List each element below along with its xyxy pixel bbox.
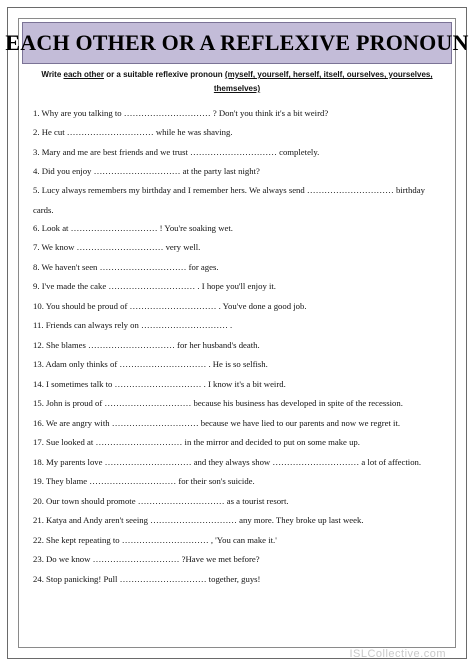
exercise-item-5-line2: cards.	[33, 205, 54, 215]
exercise-item-1: 1. Why are you talking to ………………………… ? Don't you think it's a bit weird?	[33, 107, 329, 118]
instructions-each-other: each other	[63, 70, 104, 79]
exercise-item-6: 6. Look at ………………………… ! You're soaking wet.	[33, 222, 233, 233]
exercise-item-8: 8. We haven't seen ………………………… for ages.	[33, 261, 219, 272]
exercise-item-5	[33, 181, 443, 218]
exercise-item-12: 12. She blames ………………………… for her husband's death.	[33, 339, 260, 350]
exercise-item-11: 11. Friends can always rely on ………………………… .	[33, 320, 233, 331]
exercise-item-15: 15. John is proud of ………………………… because his business has developed in spite of the recession.	[33, 398, 403, 409]
exercise-item-2: 2. He cut ………………………… while he was shaving.	[33, 127, 233, 138]
exercise-item-18: 18. My parents love ………………………… and they always show ………………………… a lot of affection.	[33, 456, 422, 467]
page-title: EACH OTHER OR A REFLEXIVE PRONOUN	[5, 30, 469, 55]
exercise-item-5-line1: 5. Lucy always remembers my birthday and I remember hers. We always send ………………………… birthday	[33, 185, 425, 195]
exercise-item-19: 19. They blame ………………………… for their son's suicide.	[33, 476, 255, 487]
instructions-write: Write	[41, 70, 62, 79]
exercise-item-10: 10. You should be proud of ………………………… . You've done a good job.	[33, 300, 307, 311]
exercise-item-13: 13. Adam only thinks of ………………………… . He is so selfish.	[33, 359, 268, 370]
instructions-pronoun-list: (myself, yourself, herself, itself, ourselves, yourselves, themselves)	[213, 70, 433, 93]
exercise-list	[33, 103, 443, 589]
watermark: ISLCollective.com	[349, 648, 446, 660]
instructions-part2: or a suitable reflexive pronoun	[106, 70, 223, 79]
exercise-item-4: 4. Did you enjoy ………………………… at the party last night?	[33, 166, 260, 177]
exercise-item-17: 17. Sue looked at ………………………… in the mirror and decided to put on some make up.	[33, 437, 360, 448]
title-band	[5, 22, 469, 64]
exercise-item-3: 3. Mary and me are best friends and we trust ………………………… completely.	[33, 146, 320, 157]
exercise-item-9: 9. I've made the cake ………………………… . I hope you'll enjoy it.	[33, 281, 276, 292]
exercise-item-22: 22. She kept repeating to ………………………… , 'You can make it.'	[33, 534, 277, 545]
instructions	[30, 68, 444, 96]
exercise-item-23: 23. Do we know ………………………… ?Have we met before?	[33, 554, 260, 565]
exercise-item-14: 14. I sometimes talk to ………………………… . I know it's a bit weird.	[33, 378, 286, 389]
exercise-item-24: 24. Stop panicking! Pull ………………………… together, guys!	[33, 573, 261, 584]
exercise-item-20: 20. Our town should promote ………………………… as a tourist resort.	[33, 495, 289, 506]
exercise-item-21: 21. Katya and Andy aren't seeing ………………………… any more. They broke up last week.	[33, 515, 364, 526]
exercise-item-16: 16. We are angry with ………………………… because we have lied to our parents and now we regret it.	[33, 417, 401, 428]
exercise-item-7: 7. We know ………………………… very well.	[33, 242, 201, 253]
